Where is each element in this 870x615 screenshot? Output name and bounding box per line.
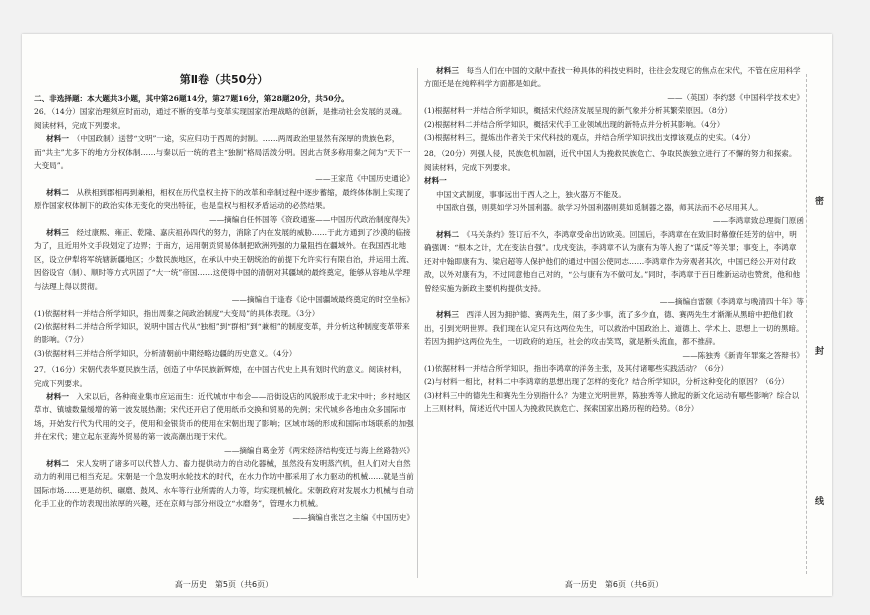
q27-material-1 bbox=[34, 390, 414, 444]
q26-material-2-source: ——摘编自任怀国等《资政通鉴——中国历代政治制度得失》 bbox=[208, 214, 414, 224]
seal-char-1: 密 bbox=[815, 197, 825, 207]
q28-material-2-source: ——摘编自雷颐《李鸿章与晚清四十年》等 bbox=[659, 296, 804, 306]
material-label: 材料三 bbox=[436, 310, 459, 320]
q27-material-2-source: ——摘编自张岂之主编《中国历史》 bbox=[292, 512, 414, 522]
material-text: 经过康熙、雍正、乾隆、嘉庆祖孙四代的努力，消除了内在发展的威胁……于此方通到了沙漠的临接为了，且近用外文手段划定了边界；于南方，运用朝贡贸易体制把欧洲列强的力量阻挡在疆域外。在我国西北地区，设立伊犁将军统辖新疆地区；少数民族地区，在承认中央王朝统治的前提下允许实行有限自治，并运用土流、因俗设官（制）、顺时等方式巩固了“大一统”帝国……这使得中国的清朝对其疆域的最终奠定，能够从容地从学理与法理上得以贯彻。 bbox=[34, 228, 414, 291]
q27-requirement-2: (2)根据材料二并结合所学知识，概括宋代手工业领域出现的新特点并分析其影响。（4分） bbox=[424, 119, 725, 129]
q26-material-3 bbox=[34, 226, 414, 293]
q28-material-1-source: ——李鸿章致总理衙门原函 bbox=[712, 216, 804, 226]
material-label: 材料二 bbox=[46, 187, 69, 197]
material-text: （中国政制）送替“文明”一途，实应归功于西周的封制。……两周政治里显然有深厚的贵族色彩，而“共主”尤多下的地方分权体制……与秦以后一统的君主“独制”格局活泼分明。因此古贤多称用秦之间为“天下一大变局”。 bbox=[34, 134, 411, 171]
material-text: 宋人发明了诸多可以代替人力、畜力提供动力的自动化器械，虽然没有发明蒸汽机，但人们对大自然动力的利用已相当充足。宋朝是一个急发明水轮技术的时代，在水力作坊中都采用了水力驱动的机械……就是当前国际市场……更是纺织、碾磨、鼓风、水车等行业所需的人力等，均实现机械化。宋朝政府对发展水力机械与自动化手工业的作坊表现出浓厚的兴趣，还在京师与部分州设立“水磨务”，管理水力机械。 bbox=[34, 458, 414, 509]
material-text: 入宋以后，各种商业集市应运而生：近代城市中布会——沿街设店的风貌形成于北宋中叶；乡村地区草市、镇墟数量缓增的第一波发展热潮；宋代还开启了使用纸币交换和贸易的先例；宋代城乡各地由众多国际市场，开始发行代为代用的交子，使用和金银货币的使用在宋朝出现了影响；区域市场的形成和国际市场联系的加强并在宋代；建立起东亚海外贸易的第一波高潮出现于宋代。 bbox=[34, 391, 414, 442]
section-title: 第Ⅱ卷（共50分） bbox=[179, 73, 269, 86]
material-text: 从秩相到郡相再到兼相，相权在历代皇权主持下的改革和牵制过程中逐步蓄缩，最终体体制上实现了原作国家权体制下的政治实体无变化的突出特征，也是皇权与相权矛盾运动的必然结果。 bbox=[34, 187, 411, 211]
seal-char-3: 线 bbox=[815, 497, 825, 507]
page-footer-right: 高一历史 第6页（共6页） bbox=[564, 580, 664, 589]
material-text: 西洋人因为拥护德、赛两先生，闹了多少事，流了多少血，德、赛两先生才渐渐从黑暗中把他们救出，引到光明世界。我们现在认定只有这两位先生，可以救治中国政治上、道德上、学术上、思想上一切的黑暗。若因为拥护这两位先生，一切政府的迫压，社会的攻击笑骂，就是断头流血，都不推辞。 bbox=[424, 310, 804, 347]
q27-material-1-source: ——摘编自葛金芳《两宋经济结构变迁与海上丝路勃兴》 bbox=[224, 445, 414, 455]
left-column bbox=[34, 72, 414, 524]
q26-material-1-source: ——王家范《中国历史通论》 bbox=[315, 174, 414, 184]
q28-material-1-label: 材料一 bbox=[424, 176, 447, 186]
column-divider bbox=[417, 68, 418, 578]
seal-char-2: 封 bbox=[815, 347, 825, 357]
material-label: 材料三 bbox=[436, 66, 459, 75]
q28-material-3 bbox=[424, 308, 804, 348]
q26-requirement-2: (2)依据材料二并结合所学知识，说明中国古代从“独相”到“群相”到“兼相”的制度变革，并分析这种制度变革带来的影响。（7分） bbox=[34, 321, 410, 345]
q28-material-2 bbox=[424, 228, 804, 295]
material-label: 材料一 bbox=[46, 391, 69, 401]
q26-material-1 bbox=[34, 132, 414, 172]
q26-material-2 bbox=[34, 186, 414, 213]
material-label: 材料二 bbox=[436, 229, 459, 239]
q28-material-1-line-1: 中国文武制度，事事远出于西人之上，独火器万不能及。 bbox=[436, 189, 626, 199]
q28-material-1-line-2: 中国欲自强，则莫如学习外国利器。欲学习外国利器则莫如觅制器之器，师其法而不必尽用其人。 bbox=[436, 203, 763, 213]
material-label: 材料三 bbox=[46, 228, 69, 238]
material-text: 《马关条约》签订后不久，李鸿章受命出访欧美。回国后，李鸿章在在致旧时幕僚任廷芳的信中，明确强调：“根本之计，尤在变法自强”。戊戌变法，李鸿章不认为康有为等人抱了“谋反”等关罪；事变上，李鸿章还对中翰即康有为、梁启超等人保护他们的通过中国公使同志……李鸿章作为旁观者其次，中国已经公开对付政敌，以外对康有为，不过同意他自己对的，“公与康有为不做可友。”同时，李鸿章于百日维新运动也赞赏，他和他曾经实施为新政主要机构提供支持。 bbox=[424, 229, 801, 293]
material-text: 每当人们在中国的文献中查找一种具体的科技史料时，往往会发现它的焦点在宋代，不管在应用科学方面还是在纯粹科学方面都是如此。 bbox=[424, 66, 801, 89]
material-label: 材料一 bbox=[46, 134, 69, 144]
q28-requirement-3: (3)材料三中的德先生和赛先生分别指什么？为建立光明世界，陈独秀等人掀起的新文化运动有哪些影响？综合以上三则材料，简述近代中国人为挽救民族危亡、探索国家出路历程的趋势。（8分） bbox=[424, 390, 800, 414]
right-column bbox=[424, 64, 804, 416]
q27-requirement-1: (1)根据材料一并结合所学知识，概括宋代经济发展呈现的新气象并分析其繁荣原因。（8分） bbox=[424, 106, 732, 116]
q26-material-3-source: ——摘编自于逢春《论中国疆域最终奠定的时空坐标》 bbox=[231, 295, 414, 305]
q27-material-3 bbox=[424, 64, 804, 91]
q27-material-3-source: ——（英国）李约瑟《中国科学技术史》 bbox=[667, 92, 804, 102]
q28-material-3-source: ——陈独秀《新青年罪案之答辩书》 bbox=[682, 350, 804, 360]
material-label: 材料二 bbox=[46, 458, 69, 468]
q26-requirement-3: (3)依据材料三并结合所学知识，分析清朝前中期经略边疆的历史意义。（4分） bbox=[34, 348, 297, 358]
q27-material-2 bbox=[34, 457, 414, 511]
q28-requirement-1: (1)依据材料一并结合所学知识，指出李鸿章的洋务主张，及其付诸哪些实践活动？（6分） bbox=[424, 363, 729, 373]
q26-stem: 26．（14分）国家治理须应时而动，通过不断的变革与变革实现国家治理战略的创新，是推动社会发展的灵魂。阅读材料，完成下列要求。 bbox=[34, 107, 407, 130]
q26-requirement-1: (1)依据材料一并结合所学知识，指出周秦之间政治制度“大变局”的具体表现。（3分） bbox=[34, 308, 320, 318]
q27-stem: 27．（16分）宋朝代表华夏民族生活，创造了中华民族新辉煌，在中国古代史上具有划时代的意义。阅读材料，完成下列要求。 bbox=[34, 365, 407, 388]
q28-stem: 28．（20分）列强人侵，民族危机加剧，近代中国人为挽救民族危亡、争取民族独立进行了不懈的努力和探索。阅读材料，完成下列要求。 bbox=[424, 149, 797, 172]
page-footer-left: 高一历史 第5页（共6页） bbox=[174, 580, 274, 589]
seal-line-strip bbox=[806, 74, 829, 574]
q28-requirement-2: (2)与材料一相比，材料二中李鸿章的思想出现了怎样的变化？结合所学知识，分析这种变化的原因？（6分） bbox=[424, 377, 789, 387]
part-header: 二、非选择题：本大题共3小题，其中第26题14分，第27题16分，第28题20分，共50分。 bbox=[34, 94, 349, 103]
q27-requirement-3: (3)根据材料三，提炼出作者关于宋代科技的观点，并结合所学知识找出支撑该观点的史实。（4分） bbox=[424, 133, 755, 143]
exam-sheet bbox=[22, 34, 832, 596]
